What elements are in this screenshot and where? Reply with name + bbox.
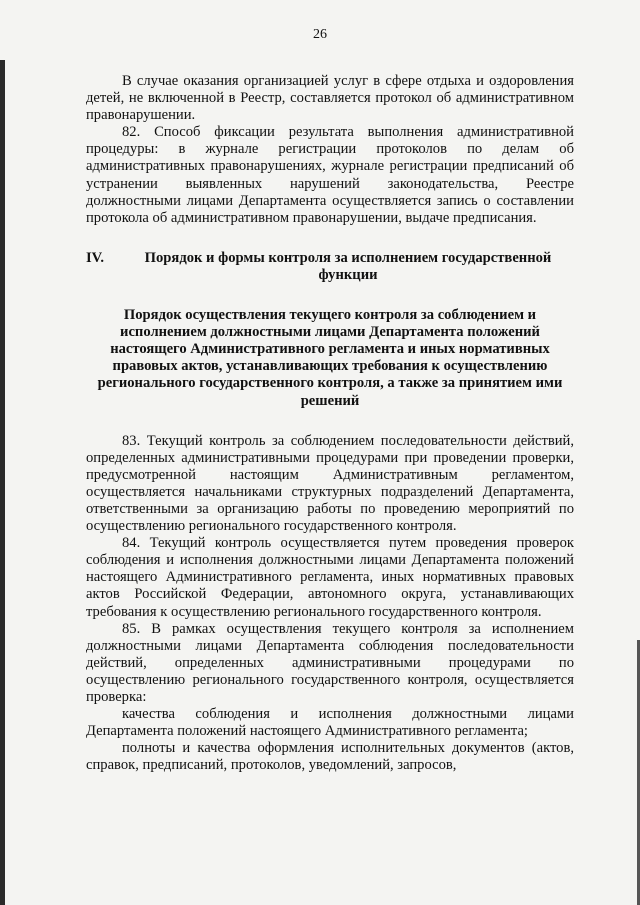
scan-edge-left <box>0 60 5 905</box>
paragraph: В случае оказания организацией услуг в сфере отдыха и оздоровления детей, не включенной в Реестр, составляется протокол об административном правонарушении. <box>86 73 574 124</box>
page-number: 26 <box>313 27 327 42</box>
document-body <box>86 73 574 774</box>
paragraph: 82. Способ фиксации результата выполнения административной процедуры: в журнале регистрации протоколов по делам об административных правонарушениях, журнале регистрации предписаний об устранении выявленных нарушений законодательства, Реестре должностными лицами Департамента осуществляется запись о составлении протокола об административном правонарушении, выдаче предписания. <box>86 124 574 226</box>
paragraph: 83. Текущий контроль за соблюдением последовательности действий, определенных административными процедурами при проведении проверки, предусмотренной настоящим Административным регламентом, осуществляется начальниками структурных подразделений Департамента, ответственными за организацию работы по проведению мероприятий по осуществлению регионального государственного контроля. <box>86 432 574 535</box>
paragraph: 84. Текущий контроль осуществляется путем проведения проверок соблюдения и исполнения должностными лицами Департамента положений настоящего Административного регламента, иных нормативных правовых актов Российской Федерации, автономного округа, устанавливающих требования к осуществлению регионального государственного контроля. <box>86 535 574 620</box>
subsection-heading: Порядок осуществления текущего контроля за соблюдением и исполнением должностными лицами Департамента положений настоящего Административного регламента и иных нормативных правовых актов, устанавливающих требования к осуществлению регионального государственного контроля, а также за принятием ими решений <box>97 307 563 409</box>
section-title: Порядок и формы контроля за исполнением государственной функции <box>144 249 552 283</box>
paragraph: полноты и качества оформления исполнительных документов (актов, справок, предписаний, протоколов, уведомлений, запросов, <box>86 740 574 774</box>
paragraph: качества соблюдения и исполнения должностными лицами Департамента положений настоящего Административного регламента; <box>86 706 574 740</box>
section-heading <box>86 250 574 284</box>
section-number: IV. <box>86 249 104 266</box>
paragraph: 85. В рамках осуществления текущего контроля за исполнением должностными лицами Департамента соблюдения последовательности действий, определенных административными процедурами по осуществлению регионального государственного контроля, осуществляется проверка: <box>86 620 574 705</box>
